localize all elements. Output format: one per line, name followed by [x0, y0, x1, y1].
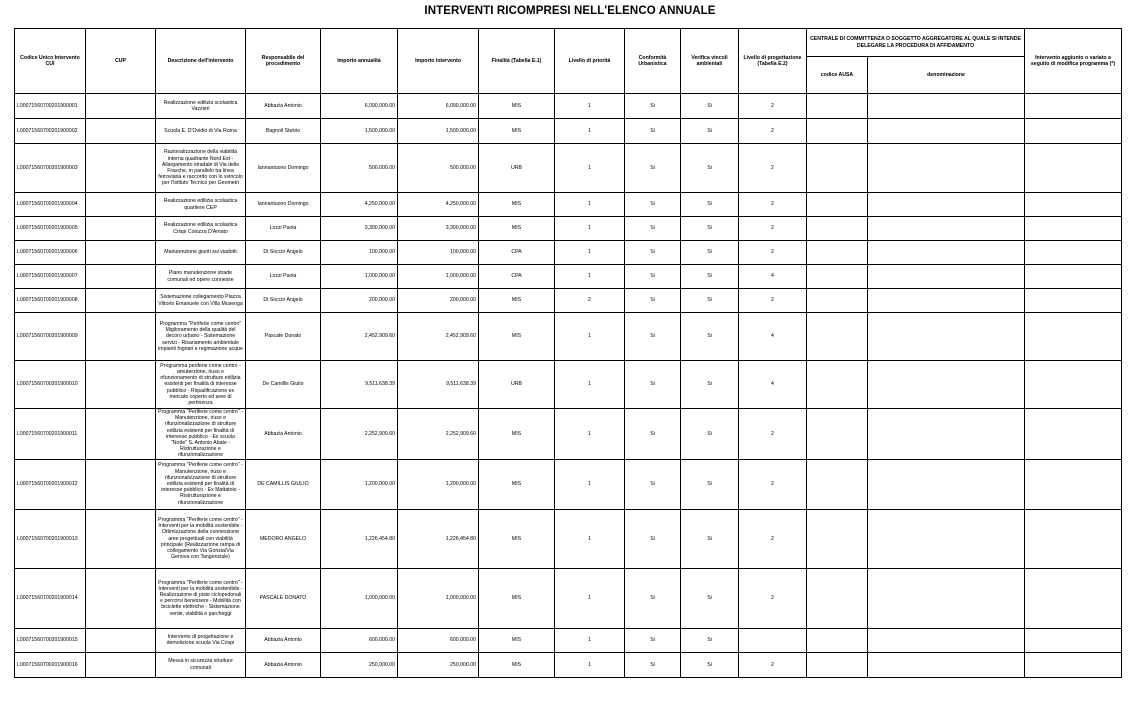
cell-aggiunto [1025, 459, 1122, 509]
cell-descrizione: Realizzazione edilizia scolastica Crispi Colozza D'Amato [156, 217, 246, 241]
cell-responsabile: Di Soccio Angelo [246, 289, 321, 313]
cell-denominazione [868, 144, 1025, 193]
cell-priorita: 1 [555, 568, 625, 628]
cell-livello-progettazione: 2 [739, 509, 807, 568]
cell-livello-progettazione: 2 [739, 144, 807, 193]
cell-responsabile: Abbazia Antonio [246, 628, 321, 652]
cell-cup [86, 409, 156, 460]
cell-verifica: Si [681, 193, 739, 217]
cell-livello-progettazione: 4 [739, 313, 807, 361]
cell-codice: L00071560700201900005 [15, 217, 86, 241]
cell-livello-progettazione: 2 [739, 568, 807, 628]
table-row [15, 628, 1122, 652]
cell-conformita: Si [625, 652, 681, 677]
cell-codice: L00071560700201900015 [15, 628, 86, 652]
cell-importo-intervento: 1,226,454.80 [398, 509, 479, 568]
cell-conformita: Si [625, 265, 681, 289]
header-priorita: Livello di priorità [555, 29, 625, 94]
cell-verifica: Si [681, 241, 739, 265]
cell-finalita: URB [479, 144, 555, 193]
cell-verifica: Si [681, 94, 739, 119]
cell-livello-progettazione: 2 [739, 94, 807, 119]
cell-codice: L00071560700201900006 [15, 241, 86, 265]
cell-finalita: MIS [479, 313, 555, 361]
cell-finalita: MIS [479, 459, 555, 509]
cell-cup [86, 361, 156, 409]
cell-codice-ausa [807, 144, 868, 193]
cell-priorita: 1 [555, 652, 625, 677]
cell-cup [86, 313, 156, 361]
cell-importo-annualita: 2,452,909.60 [321, 313, 398, 361]
header-descrizione: Descrizione dell'intervento [156, 29, 246, 94]
cell-importo-intervento: 1,000,000.00 [398, 265, 479, 289]
table-row [15, 568, 1122, 628]
cell-finalita: MIS [479, 568, 555, 628]
header-conformita: Conformità Urbanistica [625, 29, 681, 94]
cell-responsabile: Lozzi Paola [246, 265, 321, 289]
cell-importo-annualita: 6,090,000.00 [321, 94, 398, 119]
cell-finalita: MIS [479, 193, 555, 217]
cell-conformita: Si [625, 119, 681, 144]
cell-finalita: MIS [479, 119, 555, 144]
cell-codice: L00071560700201900016 [15, 652, 86, 677]
cell-responsabile: Abbazia Antonio [246, 652, 321, 677]
cell-descrizione: Messa in sicurezza strutture comunali [156, 652, 246, 677]
cell-priorita: 1 [555, 144, 625, 193]
cell-finalita: MIS [479, 628, 555, 652]
cell-importo-intervento: 4,250,000.00 [398, 193, 479, 217]
cell-codice-ausa [807, 568, 868, 628]
cell-finalita: CPA [479, 241, 555, 265]
cell-codice-ausa [807, 628, 868, 652]
cell-codice: L00071560700201900001 [15, 94, 86, 119]
cell-denominazione [868, 94, 1025, 119]
cell-cup [86, 265, 156, 289]
cell-priorita: 1 [555, 409, 625, 460]
cell-finalita: MIS [479, 94, 555, 119]
table-row [15, 509, 1122, 568]
table-row [15, 361, 1122, 409]
cell-codice-ausa [807, 361, 868, 409]
interventi-table [14, 28, 1122, 678]
cell-priorita: 2 [555, 289, 625, 313]
cell-conformita: Si [625, 568, 681, 628]
cell-responsabile: DE CAMILLIS GIULIO [246, 459, 321, 509]
cell-denominazione [868, 289, 1025, 313]
header-codice-ausa: codice AUSA [807, 57, 868, 94]
cell-livello-progettazione: 2 [739, 241, 807, 265]
cell-denominazione [868, 459, 1025, 509]
cell-aggiunto [1025, 361, 1122, 409]
cell-descrizione: Programma "Periferie come centro" - Interventi per la mobilità sostenibile - Realizzazione di piste ciclopedonali e percorsi benessere - Mobilità con biciclette elettriche - Sistemazione verde, viabilità e parcheggi [156, 568, 246, 628]
cell-cup [86, 241, 156, 265]
cell-codice-ausa [807, 193, 868, 217]
cell-importo-annualita: 500,000.00 [321, 144, 398, 193]
cell-denominazione [868, 509, 1025, 568]
cell-responsabile: Abbazia Antonio [246, 94, 321, 119]
cell-importo-annualita: 100,000.00 [321, 241, 398, 265]
cell-denominazione [868, 193, 1025, 217]
cell-cup [86, 289, 156, 313]
cell-cup [86, 509, 156, 568]
cell-conformita: Si [625, 217, 681, 241]
cell-importo-intervento: 200,000.00 [398, 289, 479, 313]
cell-aggiunto [1025, 313, 1122, 361]
cell-codice-ausa [807, 94, 868, 119]
cell-responsabile: Abbazia Antonio [246, 409, 321, 460]
table-row [15, 241, 1122, 265]
cell-priorita: 1 [555, 509, 625, 568]
cell-priorita: 1 [555, 313, 625, 361]
cell-denominazione [868, 241, 1025, 265]
cell-importo-intervento: 6,090,000.00 [398, 94, 479, 119]
cell-codice: L00071560700201900011 [15, 409, 86, 460]
cell-importo-intervento: 3,300,000.00 [398, 217, 479, 241]
cell-codice: L00071560700201900014 [15, 568, 86, 628]
table-row [15, 119, 1122, 144]
cell-conformita: Si [625, 193, 681, 217]
cell-importo-intervento: 500,000.00 [398, 144, 479, 193]
cell-aggiunto [1025, 217, 1122, 241]
cell-cup [86, 568, 156, 628]
cell-codice-ausa [807, 409, 868, 460]
header-responsabile: Responsabile del procedimento [246, 29, 321, 94]
cell-importo-annualita: 1,226,454.80 [321, 509, 398, 568]
cell-codice-ausa [807, 459, 868, 509]
cell-importo-intervento: 100,000.00 [398, 241, 479, 265]
cell-denominazione [868, 265, 1025, 289]
cell-responsabile: PASCALE DONATO [246, 568, 321, 628]
cell-verifica: Si [681, 459, 739, 509]
cell-finalita: CPA [479, 265, 555, 289]
cell-aggiunto [1025, 119, 1122, 144]
cell-denominazione [868, 217, 1025, 241]
cell-responsabile: Iannantuono Domingo [246, 193, 321, 217]
table-row [15, 652, 1122, 677]
cell-aggiunto [1025, 289, 1122, 313]
cell-aggiunto [1025, 409, 1122, 460]
cell-importo-annualita: 250,000.00 [321, 652, 398, 677]
cell-aggiunto [1025, 628, 1122, 652]
header-importo-annualita: Importo annualità [321, 29, 398, 94]
cell-conformita: Si [625, 361, 681, 409]
cell-conformita: Si [625, 144, 681, 193]
cell-descrizione: Programma "Periferie come centro" - Interventi per la mobilità sostenibile - Ottimizzazione della connessione aree progettuali con viabilità principale (Realizzazione rampa di collegamento Via Gorizia/Via Genova con Tangenziale) [156, 509, 246, 568]
cell-codice: L00071560700201900007 [15, 265, 86, 289]
cell-priorita: 1 [555, 628, 625, 652]
cell-codice: L00071560700201900010 [15, 361, 86, 409]
cell-responsabile: Iannantuono Domingo [246, 144, 321, 193]
cell-livello-progettazione: 2 [739, 119, 807, 144]
cell-conformita: Si [625, 94, 681, 119]
cell-livello-progettazione: 4 [739, 265, 807, 289]
table-row [15, 265, 1122, 289]
header-codice: Codice Unico Intervento CUI [15, 29, 86, 94]
cell-importo-intervento: 1,200,000.00 [398, 459, 479, 509]
cell-cup [86, 119, 156, 144]
cell-cup [86, 628, 156, 652]
cell-importo-annualita: 1,000,000.00 [321, 265, 398, 289]
header-verifica: Verifica vincoli ambientali [681, 29, 739, 94]
cell-denominazione [868, 652, 1025, 677]
cell-finalita: MIS [479, 652, 555, 677]
cell-responsabile: Lozzi Paola [246, 217, 321, 241]
header-finalita: Finalità (Tabella E.1) [479, 29, 555, 94]
cell-priorita: 1 [555, 193, 625, 217]
cell-denominazione [868, 313, 1025, 361]
cell-importo-intervento: 250,000.00 [398, 652, 479, 677]
cell-verifica: Si [681, 409, 739, 460]
cell-codice: L00071560700201900009 [15, 313, 86, 361]
cell-cup [86, 94, 156, 119]
cell-descrizione: Intervento di progettazione e demolizione scuola Via Crispi [156, 628, 246, 652]
cell-codice-ausa [807, 119, 868, 144]
cell-cup [86, 144, 156, 193]
cell-denominazione [868, 628, 1025, 652]
cell-denominazione [868, 119, 1025, 144]
cell-livello-progettazione: 2 [739, 217, 807, 241]
cell-responsabile: Di Soccio Angelo [246, 241, 321, 265]
cell-finalita: URB [479, 361, 555, 409]
cell-livello-progettazione: 2 [739, 289, 807, 313]
cell-importo-intervento: 600,000.00 [398, 628, 479, 652]
cell-aggiunto [1025, 568, 1122, 628]
cell-verifica: Si [681, 217, 739, 241]
cell-codice: L00071560700201900008 [15, 289, 86, 313]
cell-verifica: Si [681, 289, 739, 313]
cell-responsabile: Pascale Donato [246, 313, 321, 361]
cell-importo-intervento: 1,500,000.00 [398, 119, 479, 144]
cell-descrizione: Razionalizzazione della viabilità interna quadrante Nord Est - Allargamento stradale di Via delle Frasche, in parallelo tra linea ferroviaria e raccordo con lo svincolo per l'Istituto Tecnico per Geometri [156, 144, 246, 193]
cell-descrizione: Scuola E. D'Ovidio di Via Roma [156, 119, 246, 144]
cell-descrizione: Programma "Periferie come centro" - Manutenzione, riuso e rifunzionalizzazione di strutture edilizia esistenti per finalità di interesse pubblico - Ex scuola "Notte" S. Antonio Abate - Ristrutturazione e rifunzionalizzazione [156, 409, 246, 460]
header-aggiunto: Intervento aggiunto o variato a seguito di modifica programma (*) [1025, 29, 1122, 94]
table-row [15, 217, 1122, 241]
cell-conformita: Si [625, 628, 681, 652]
header-livello-progettazione: Livello di progettazione (Tabella E.2) [739, 29, 807, 94]
header-denominazione: denominazione [868, 57, 1025, 94]
cell-verifica: Si [681, 361, 739, 409]
cell-conformita: Si [625, 241, 681, 265]
cell-finalita: MIS [479, 217, 555, 241]
page-title: INTERVENTI RICOMPRESI NELL'ELENCO ANNUALE [424, 5, 716, 17]
cell-codice: L00071560700201900003 [15, 144, 86, 193]
cell-conformita: Si [625, 509, 681, 568]
cell-cup [86, 652, 156, 677]
cell-cup [86, 217, 156, 241]
table-row [15, 193, 1122, 217]
cell-codice-ausa [807, 289, 868, 313]
cell-importo-annualita: 1,000,000.00 [321, 568, 398, 628]
cell-conformita: Si [625, 313, 681, 361]
cell-responsabile: Bagnoli Stelvio [246, 119, 321, 144]
cell-aggiunto [1025, 509, 1122, 568]
cell-codice: L00071560700201900013 [15, 509, 86, 568]
cell-codice-ausa [807, 652, 868, 677]
cell-verifica: Si [681, 509, 739, 568]
cell-importo-annualita: 1,200,000.00 [321, 459, 398, 509]
cell-verifica: Si [681, 144, 739, 193]
cell-denominazione [868, 361, 1025, 409]
table-row [15, 459, 1122, 509]
cell-codice-ausa [807, 241, 868, 265]
cell-verifica: Si [681, 265, 739, 289]
cell-aggiunto [1025, 144, 1122, 193]
table-row [15, 313, 1122, 361]
cell-denominazione [868, 568, 1025, 628]
cell-cup [86, 459, 156, 509]
cell-livello-progettazione: 2 [739, 193, 807, 217]
cell-descrizione: Realizzazione edilizia scolastica Vazzieri [156, 94, 246, 119]
cell-descrizione: Manutenzione giunti sui viadotti [156, 241, 246, 265]
cell-livello-progettazione: 2 [739, 409, 807, 460]
cell-codice: L00071560700201900002 [15, 119, 86, 144]
cell-descrizione: Sistemazione collegamento Piazza Vittorio Emanuele con Villa Musenga [156, 289, 246, 313]
cell-importo-intervento: 9,511,638.39 [398, 361, 479, 409]
table-row [15, 409, 1122, 460]
table-row [15, 94, 1122, 119]
cell-verifica: Si [681, 119, 739, 144]
cell-finalita: MIS [479, 409, 555, 460]
cell-priorita: 1 [555, 265, 625, 289]
cell-livello-progettazione: 4 [739, 361, 807, 409]
cell-verifica: Si [681, 568, 739, 628]
cell-codice: L00071560700201900012 [15, 459, 86, 509]
cell-codice: L00071560700201900004 [15, 193, 86, 217]
cell-responsabile: De Camillis Giulio [246, 361, 321, 409]
cell-livello-progettazione: 2 [739, 652, 807, 677]
cell-conformita: Si [625, 459, 681, 509]
header-cup: CUP [86, 29, 156, 94]
cell-livello-progettazione [739, 628, 807, 652]
cell-importo-intervento: 2,252,909.60 [398, 409, 479, 460]
cell-importo-annualita: 2,252,909.60 [321, 409, 398, 460]
cell-aggiunto [1025, 193, 1122, 217]
cell-descrizione: Programma "Periferie come centro" Miglioramento della qualità del decoro urbano - Sistemazione servizi - Risanamento ambientale impianti fognari e regimazione acque [156, 313, 246, 361]
cell-finalita: MIS [479, 289, 555, 313]
cell-cup [86, 193, 156, 217]
cell-conformita: Si [625, 289, 681, 313]
cell-priorita: 1 [555, 459, 625, 509]
cell-importo-annualita: 200,000.00 [321, 289, 398, 313]
cell-descrizione: Programma "Periferie come centro" - Manutenzione, riuso e rifunzionalizzazione di strutture edilizia esistenti per finalità di interesse pubblico - Ex Mattatoio - Ristrutturazione e rifunzionalizzazione [156, 459, 246, 509]
header-importo-intervento: Importo intervento [398, 29, 479, 94]
cell-denominazione [868, 409, 1025, 460]
cell-priorita: 1 [555, 119, 625, 144]
cell-codice-ausa [807, 217, 868, 241]
cell-aggiunto [1025, 94, 1122, 119]
table-row [15, 289, 1122, 313]
cell-codice-ausa [807, 313, 868, 361]
cell-descrizione: Piano manutenzione strade comunali ed opere connesse [156, 265, 246, 289]
cell-descrizione: Programma periferie come centro - amuterzione, riuso e rifunzionamento di strutture edilizia esistenti per finalità di interesse pubblico - Riqualificazione ex mercato coperto ed aree di pertinenza [156, 361, 246, 409]
cell-importo-annualita: 1,500,000.00 [321, 119, 398, 144]
cell-priorita: 1 [555, 94, 625, 119]
cell-verifica: Si [681, 628, 739, 652]
cell-aggiunto [1025, 241, 1122, 265]
table-row [15, 144, 1122, 193]
cell-importo-annualita: 9,511,638.39 [321, 361, 398, 409]
cell-responsabile: MEDORO ANGELO [246, 509, 321, 568]
cell-priorita: 1 [555, 217, 625, 241]
cell-importo-annualita: 4,250,000.00 [321, 193, 398, 217]
cell-conformita: Si [625, 409, 681, 460]
cell-importo-annualita: 3,300,000.00 [321, 217, 398, 241]
cell-priorita: 1 [555, 241, 625, 265]
cell-aggiunto [1025, 652, 1122, 677]
cell-codice-ausa [807, 265, 868, 289]
header-centrale: CENTRALE DI COMMITTENZA O SOGGETTO AGGREGATORE AL QUALE SI INTENDE DELEGARE LA PROCEDURA DI AFFIDAMENTO [807, 29, 1025, 57]
cell-importo-intervento: 2,452,909.60 [398, 313, 479, 361]
cell-importo-annualita: 600,000.00 [321, 628, 398, 652]
cell-verifica: Si [681, 652, 739, 677]
cell-livello-progettazione: 2 [739, 459, 807, 509]
cell-descrizione: Realizzazione edilizia scolastica quartiere CEP [156, 193, 246, 217]
cell-finalita: MIS [479, 509, 555, 568]
cell-importo-intervento: 1,000,000.00 [398, 568, 479, 628]
cell-verifica: Si [681, 313, 739, 361]
cell-codice-ausa [807, 509, 868, 568]
cell-priorita: 1 [555, 361, 625, 409]
cell-aggiunto [1025, 265, 1122, 289]
